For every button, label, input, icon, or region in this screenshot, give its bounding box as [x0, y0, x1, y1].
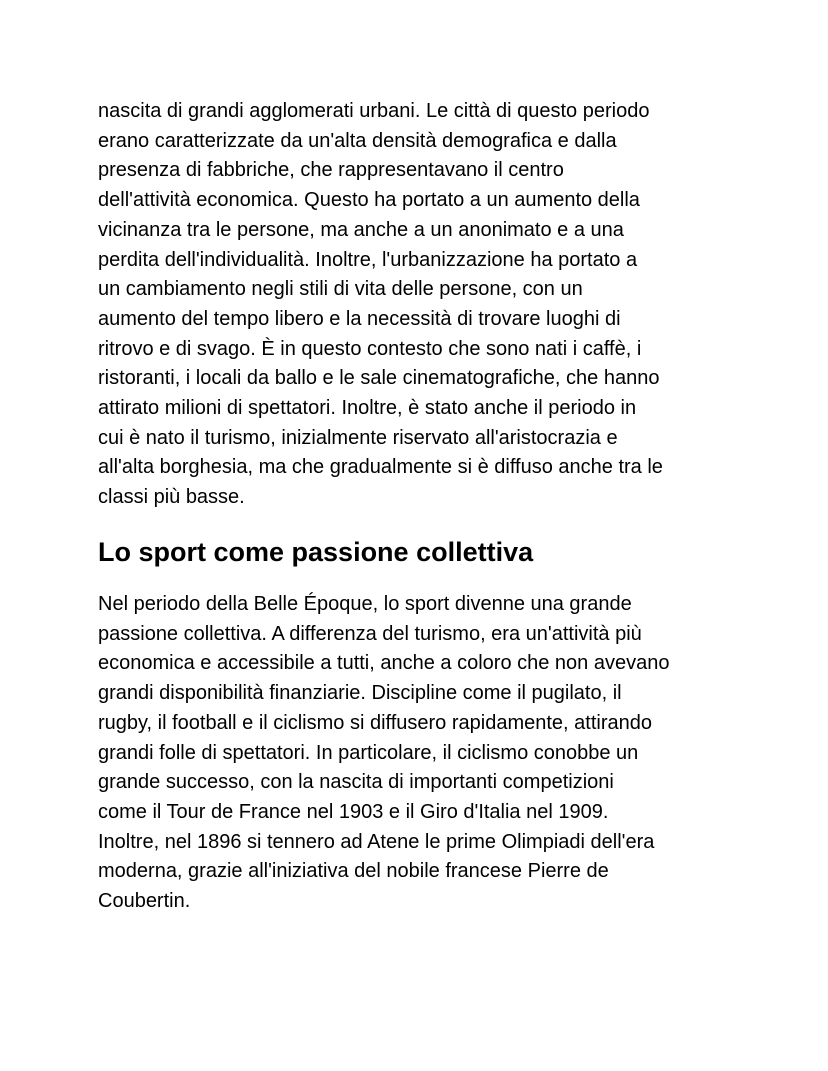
- paragraph-line: cui è nato il turismo, inizialmente riservato all'aristocrazia e: [98, 426, 618, 449]
- paragraph-line: passione collettiva. A differenza del turismo, era un'attività più: [98, 622, 642, 645]
- paragraph-line: aumento del tempo libero e la necessità di trovare luoghi di: [98, 307, 621, 330]
- body-paragraph-urbanization: [98, 97, 758, 513]
- paragraph-line: grande successo, con la nascita di importanti competizioni: [98, 771, 614, 794]
- body-paragraph-sport: [98, 590, 758, 917]
- paragraph-line: ritrovo e di svago. È in questo contesto che sono nati i caffè, i: [98, 337, 642, 360]
- paragraph-line: attirato milioni di spettatori. Inoltre, è stato anche il periodo in: [98, 397, 637, 420]
- paragraph-line: all'alta borghesia, ma che gradualmente si è diffuso anche tra le: [98, 456, 663, 479]
- paragraph-line: economica e accessibile a tutti, anche a coloro che non avevano: [98, 652, 670, 675]
- paragraph-line: moderna, grazie all'iniziativa del nobile francese Pierre de: [98, 860, 609, 883]
- section-heading: Lo sport come passione collettiva: [98, 537, 534, 567]
- paragraph-line: nascita di grandi agglomerati urbani. Le città di questo periodo: [98, 100, 650, 122]
- paragraph-line: Coubertin.: [98, 890, 191, 913]
- paragraph-line: Nel periodo della Belle Époque, lo sport divenne una grande: [98, 593, 632, 615]
- paragraph-line: Inoltre, nel 1896 si tennero ad Atene le prime Olimpiadi dell'era: [98, 830, 655, 853]
- paragraph-line: vicinanza tra le persone, ma anche a un anonimato e a una: [98, 218, 624, 241]
- paragraph-line: un cambiamento negli stili di vita delle persone, con un: [98, 278, 583, 301]
- paragraph-line: presenza di fabbriche, che rappresentavano il centro: [98, 159, 564, 182]
- paragraph-line: dell'attività economica. Questo ha portato a un aumento della: [98, 189, 640, 212]
- paragraph-line: grandi folle di spettatori. In particolare, il ciclismo conobbe un: [98, 741, 639, 764]
- paragraph-line: classi più basse.: [98, 486, 245, 509]
- paragraph-line: rugby, il football e il ciclismo si diffusero rapidamente, attirando: [98, 711, 652, 734]
- paragraph-line: come il Tour de France nel 1903 e il Giro d'Italia nel 1909.: [98, 800, 609, 823]
- paragraph-line: erano caratterizzate da un'alta densità demografica e dalla: [98, 129, 617, 152]
- paragraph-line: perdita dell'individualità. Inoltre, l'urbanizzazione ha portato a: [98, 248, 638, 271]
- paragraph-line: ristoranti, i locali da ballo e le sale cinematografiche, che hanno: [98, 367, 660, 390]
- paragraph-line: grandi disponibilità finanziarie. Discipline come il pugilato, il: [98, 682, 622, 705]
